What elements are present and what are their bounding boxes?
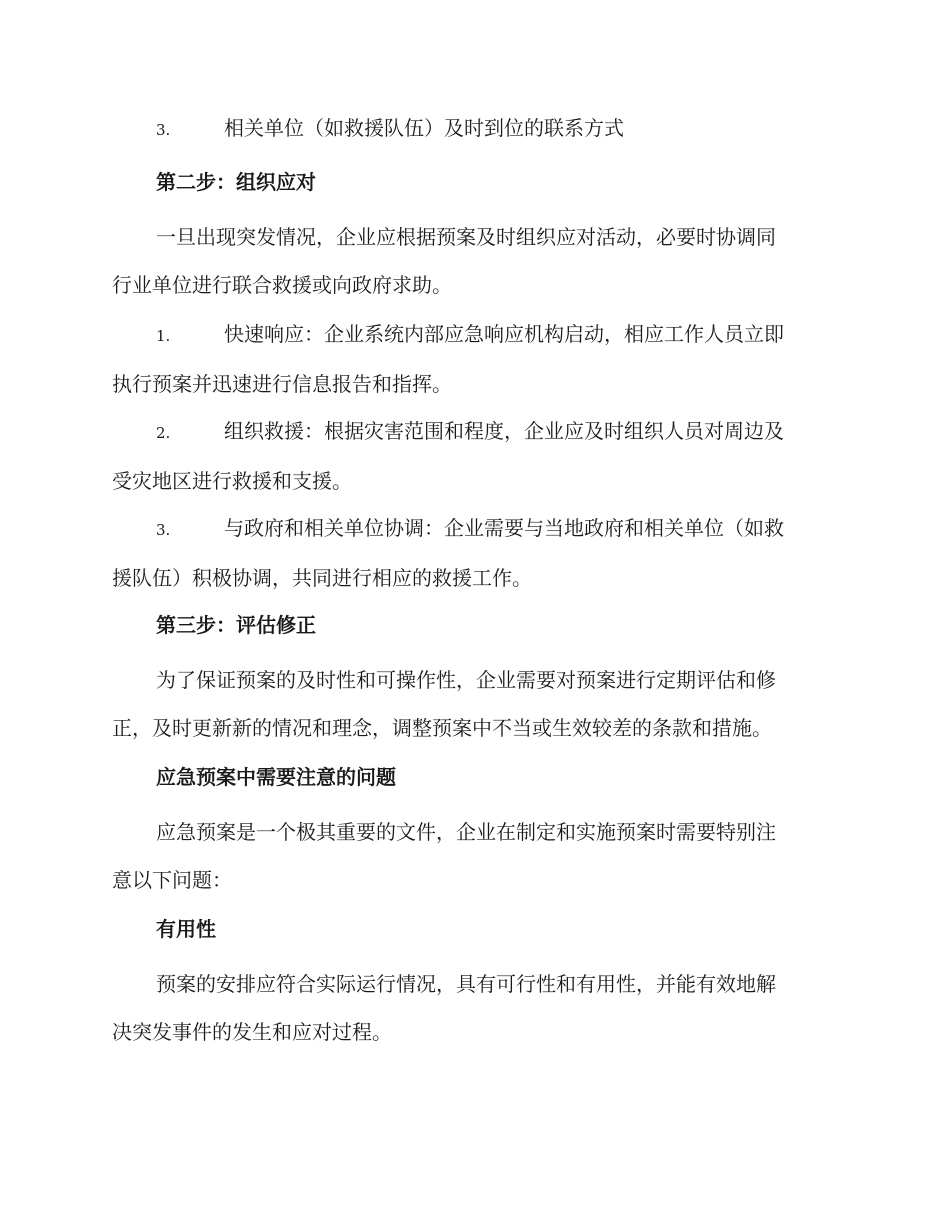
paragraph: 一旦出现突发情况，企业应根据预案及时组织应对活动，必要时协调同 行业单位进行联合救援或向政府求助。 [112, 225, 776, 297]
section-heading: 第三步：评估修正 [156, 613, 316, 637]
paragraph: 应急预案是一个极其重要的文件，企业在制定和实施预案时需要特别注 意以下问题： [112, 820, 776, 892]
list-item [112, 104, 834, 154]
list-text: 组织救援：根据灾害范围和程度，企业应及时组织人员对周边及 [224, 419, 784, 443]
list-item: 3. 与政府和相关单位协调：企业需要与当地政府和相关单位（如救 援队伍）积极协调，共同进行相应的救援工作。 [112, 504, 834, 602]
section-heading: 有用性 [156, 917, 216, 941]
paragraph: 预案的安排应符合实际运行情况，具有可行性和有用性，并能有效地解 决突发事件的发生和应对过程。 [112, 972, 776, 1044]
list-item: 2. 组织救援：根据灾害范围和程度，企业应及时组织人员对周边及 受灾地区进行救援和支援。 [112, 407, 834, 505]
list-text: 与政府和相关单位协调：企业需要与当地政府和相关单位（如救 [224, 516, 784, 540]
list-text: 快速响应：企业系统内部应急响应机构启动，相应工作人员立即 [224, 322, 784, 346]
list-text: 相关单位（如救援队伍）及时到位的联系方式 [224, 116, 624, 140]
list-number: 3. [156, 521, 171, 539]
paragraph: 为了保证预案的及时性和可操作性，企业需要对预案进行定期评估和修 正，及时更新新的情况和理念，调整预案中不当或生效较差的条款和措施。 [112, 668, 776, 740]
section-heading: 应急预案中需要注意的问题 [156, 765, 396, 789]
list-number: 3. [156, 121, 171, 139]
list-number: 1. [156, 327, 171, 345]
section-heading: 第二步：组织应对 [156, 170, 316, 194]
list-number: 2. [156, 424, 171, 442]
list-item: 1. 快速响应：企业系统内部应急响应机构启动，相应工作人员立即 执行预案并迅速进行信息报告和指挥。 [112, 310, 834, 408]
